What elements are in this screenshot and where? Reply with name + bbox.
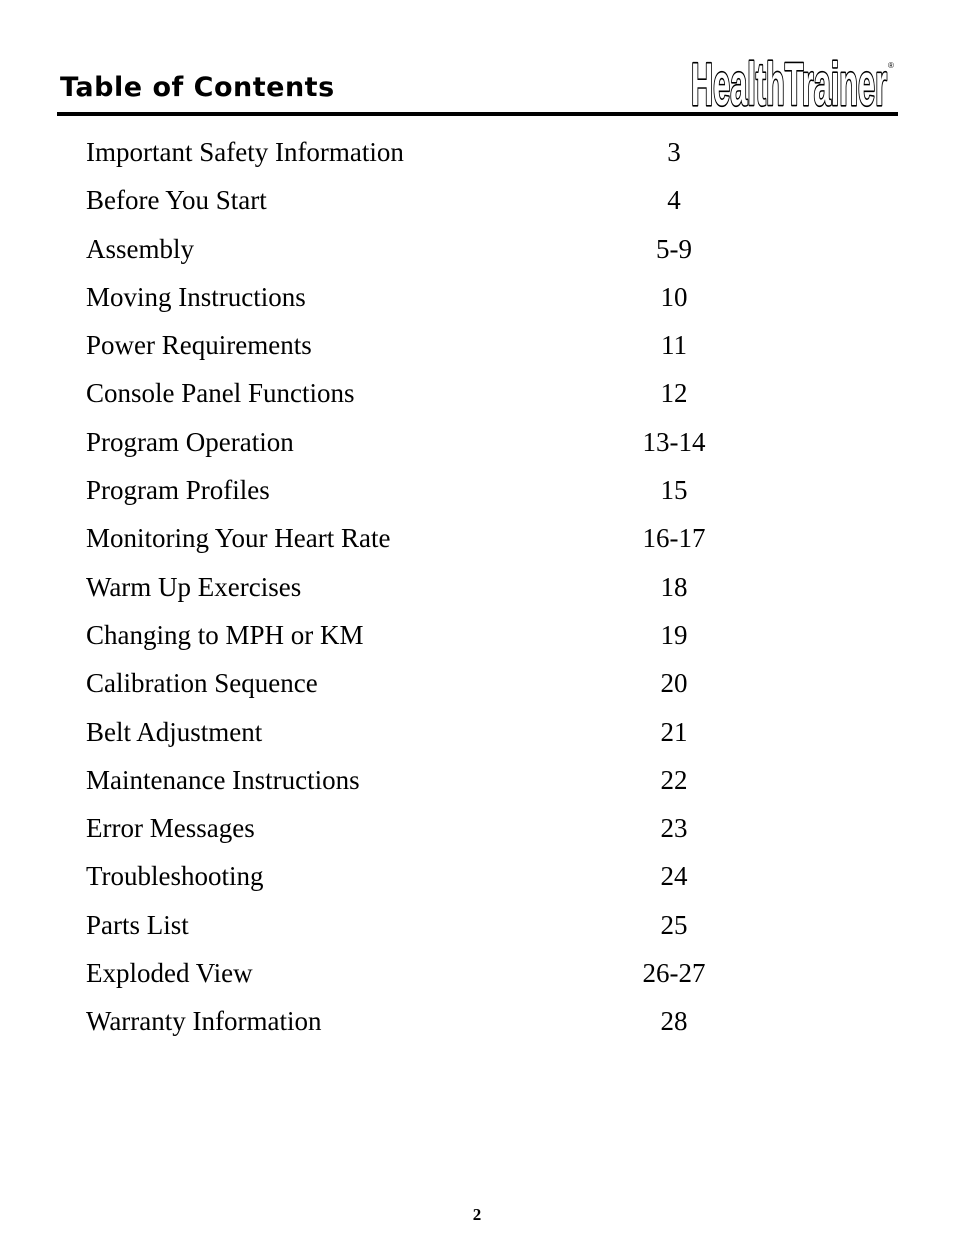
toc-entry-page: 12: [660, 378, 688, 409]
toc-entry-page: 19: [660, 619, 688, 650]
page-number: 2: [472, 1205, 482, 1224]
toc-entry-page: 13-14: [642, 426, 706, 457]
toc-entry: [86, 563, 786, 611]
healthtrainer-logo: [689, 56, 897, 108]
toc-entry-title: Error Messages: [86, 813, 255, 844]
header-rule: [57, 112, 898, 116]
toc-entry-title: Maintenance Instructions: [86, 764, 360, 795]
toc-entry-page: 22: [660, 764, 688, 795]
toc-entry: [86, 273, 786, 321]
toc-entry: [86, 466, 786, 514]
toc-entry: [86, 901, 786, 949]
toc-entry-title: Before You Start: [86, 185, 267, 216]
toc-entry-page: 28: [660, 1006, 688, 1037]
toc-entry: [86, 852, 786, 900]
toc-entry-title: Assembly: [86, 233, 194, 264]
toc-entry-page: 23: [660, 813, 688, 844]
toc-entry-page: 10: [660, 281, 688, 312]
toc-entry-title: Program Profiles: [86, 475, 270, 506]
toc-entry: [86, 949, 786, 997]
toc-entry-title: Power Requirements: [86, 330, 312, 361]
toc-entry-page: 11: [661, 330, 687, 361]
table-of-contents: [86, 128, 786, 1046]
toc-entry: [86, 997, 786, 1045]
registered-mark: ®: [888, 61, 894, 70]
toc-entry-title: Calibration Sequence: [86, 668, 318, 699]
toc-entry: [86, 708, 786, 756]
logo-wordmark: HealthTrainer: [691, 56, 887, 108]
toc-entry-title: Program Operation: [86, 426, 294, 457]
toc-entry-title: Warm Up Exercises: [86, 571, 302, 602]
toc-entry-title: Belt Adjustment: [86, 716, 263, 747]
toc-entry-page: 20: [660, 668, 688, 699]
toc-entry: [86, 611, 786, 659]
toc-entry-title: Warranty Information: [86, 1006, 322, 1037]
toc-entry-title: Parts List: [86, 909, 189, 940]
toc-entry-title: Changing to MPH or KM: [86, 619, 364, 650]
toc-entry-page: 4: [667, 185, 681, 216]
toc-entry: [86, 128, 786, 176]
toc-entry-title: Console Panel Functions: [86, 378, 355, 409]
page-header: [57, 50, 898, 112]
toc-entry-title: Monitoring Your Heart Rate: [86, 523, 391, 554]
toc-entry: [86, 804, 786, 852]
toc-entry-page: 18: [660, 571, 688, 602]
toc-entry: [86, 659, 786, 707]
toc-entry-page: 21: [660, 716, 688, 747]
toc-entry: [86, 756, 786, 804]
toc-entry-page: 3: [667, 137, 681, 167]
page-title: Table of Contents: [60, 72, 335, 103]
toc-entry-title: Important Safety Information: [86, 137, 404, 167]
toc-entry-page: 24: [660, 861, 688, 892]
toc-entry-title: Moving Instructions: [86, 281, 306, 312]
toc-entry: [86, 369, 786, 417]
toc-entry: [86, 176, 786, 224]
toc-entry-page: 16-17: [642, 523, 706, 554]
toc-entry-page: 15: [660, 475, 688, 506]
toc-entry: [86, 514, 786, 562]
toc-entry-page: 26-27: [642, 958, 706, 989]
toc-entry-page: 25: [660, 909, 688, 940]
toc-entry-title: Troubleshooting: [86, 861, 264, 892]
toc-entry-page: 5-9: [656, 233, 692, 264]
toc-entry: [86, 321, 786, 369]
toc-entry: [86, 418, 786, 466]
toc-entry: [86, 225, 786, 273]
toc-entry-title: Exploded View: [86, 958, 253, 989]
